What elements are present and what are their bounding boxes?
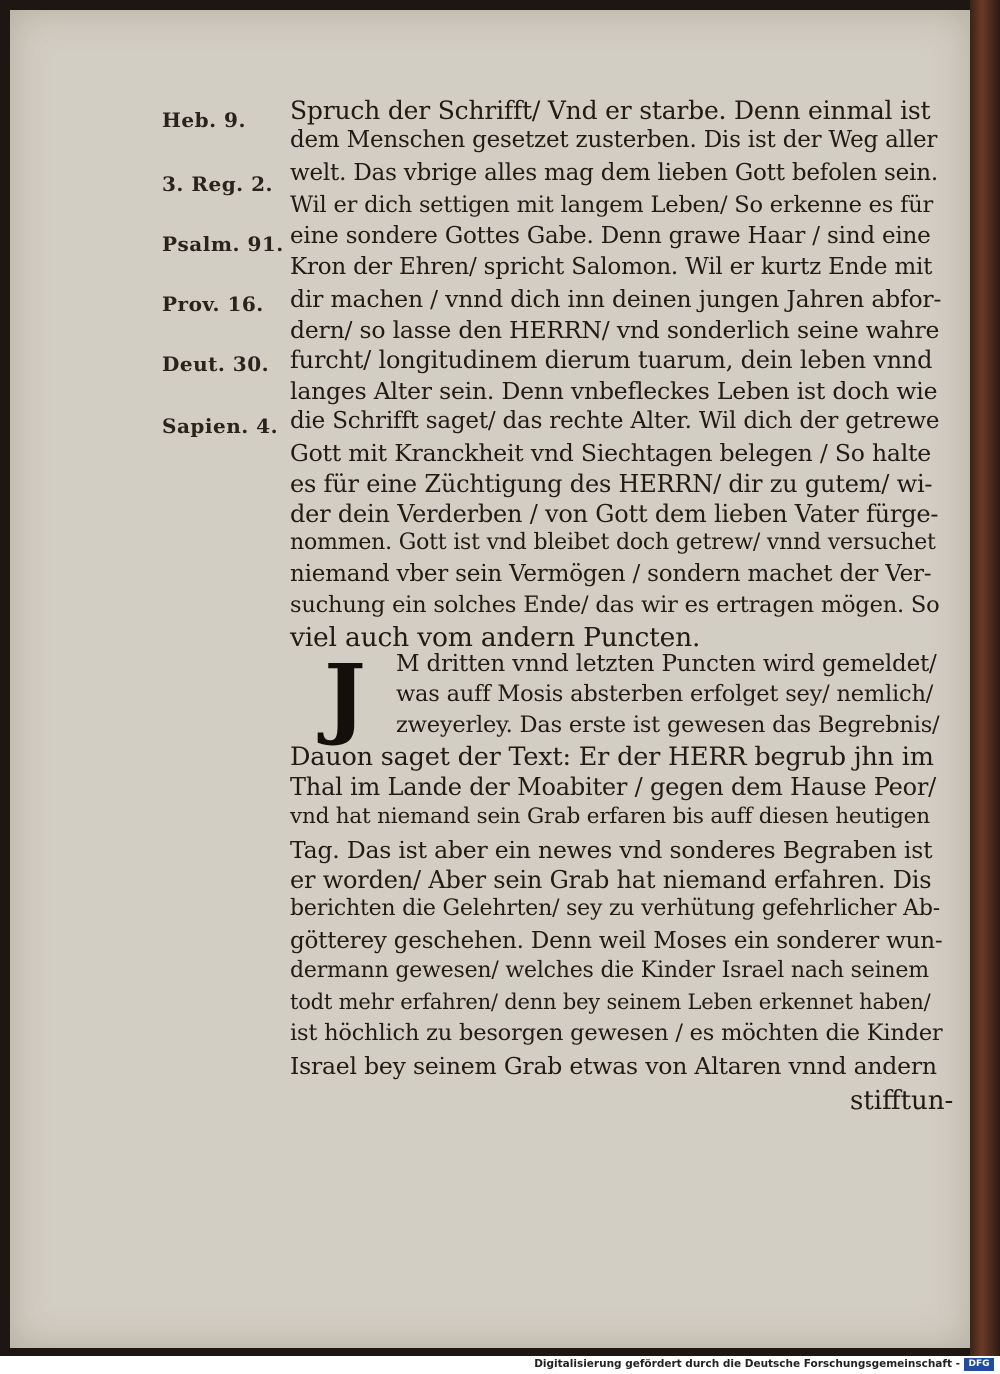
text-line: todt mehr erfahren/ denn bey seinem Leben erkennet haben/ [290, 990, 931, 1014]
text-line: Thal im Lande der Moabiter / gegen dem Hause Peor/ [290, 773, 937, 801]
text-line: ist höchlich zu besorgen gewesen / es möchten die Kinder [290, 1020, 943, 1046]
dfg-logo: DFG [964, 1358, 994, 1371]
text-line: suchung ein solches Ende/ das wir es ertragen mögen. So [290, 592, 940, 618]
text-line: niemand vber sein Vermögen / sondern machet der Ver- [290, 561, 932, 587]
margin-note: 3. Reg. 2. [162, 172, 273, 196]
margin-note: Sapien. 4. [162, 414, 279, 438]
text-line: eine sondere Gottes Gabe. Denn grawe Haar / sind eine [290, 223, 931, 249]
text-line: der dein Verderben / von Gott dem lieben Vater fürge- [290, 500, 939, 528]
text-line: vnd hat niemand sein Grab erfaren bis auff diesen heutigen [290, 804, 930, 829]
text-line: es für eine Züchtigung des HERRN/ dir zu gutem/ wi- [290, 470, 933, 498]
text-line: M dritten vnnd letzten Puncten wird gemeldet/ [396, 651, 937, 677]
margin-note: Deut. 30. [162, 352, 270, 376]
margin-note: Prov. 16. [162, 292, 264, 316]
text-line: welt. Das vbrige alles mag dem lieben Gott befolen sein. [290, 160, 938, 186]
text-line: Kron der Ehren/ spricht Salomon. Wil er kurtz Ende mit [290, 254, 933, 280]
footer-credit: Digitalisierung gefördert durch die Deutsche Forschungsgemeinschaft - [534, 1358, 960, 1370]
text-line: Tag. Das ist aber ein newes vnd sonderes Begraben ist [290, 836, 933, 864]
text-line: nommen. Gott ist vnd bleibet doch getrew/ vnnd versuchet [290, 530, 936, 555]
text-line: dermann gewesen/ welches die Kinder Israel nach seinem [290, 958, 929, 983]
page-edge [970, 0, 1000, 1356]
text-line: götterey geschehen. Denn weil Moses ein sonderer wun- [290, 928, 943, 954]
text-line: dir machen / vnnd dich inn deinen jungen Jahren abfor- [290, 285, 942, 313]
text-line: langes Alter sein. Denn vnbefleckes Leben ist doch wie [290, 377, 938, 405]
text-line: er worden/ Aber sein Grab hat niemand erfahren. Dis [290, 866, 932, 894]
catchword: stifftun- [850, 1086, 954, 1116]
text-line: dern/ so lasse den HERRN/ vnd sonderlich seine wahre [290, 316, 940, 344]
dropcap-initial: J [324, 644, 366, 748]
text-line: die Schrifft saget/ das rechte Alter. Wil dich der getrewe [290, 408, 940, 434]
text-line: Wil er dich settigen mit langem Leben/ So erkenne es für [290, 192, 934, 218]
text-line: Spruch der Schrifft/ Vnd er starbe. Denn einmal ist [290, 96, 931, 125]
margin-note: Heb. 9. [162, 108, 246, 132]
text-line: Israel bey seinem Grab etwas von Altaren vnnd andern [290, 1052, 937, 1080]
text-line: Gott mit Kranckheit vnd Siechtagen belegen / So halte [290, 439, 931, 467]
text-line: zweyerley. Das erste ist gewesen das Begrebnis/ [396, 712, 940, 738]
text-line: berichten die Gelehrten/ sey zu verhütung gefehrlicher Ab- [290, 896, 940, 921]
text-line: dem Menschen gesetzet zusterben. Dis ist der Weg aller [290, 127, 938, 153]
text-line: was auff Mosis absterben erfolget sey/ nemlich/ [396, 681, 934, 707]
footer-bar [0, 1356, 1000, 1374]
text-line: furcht/ longitudinem dierum tuarum, dein leben vnnd [290, 346, 933, 374]
margin-note: Psalm. 91. [162, 232, 284, 256]
text-line: viel auch vom andern Puncten. [290, 622, 701, 653]
text-line: Dauon saget der Text: Er der HERR begrub jhn im [290, 742, 934, 772]
